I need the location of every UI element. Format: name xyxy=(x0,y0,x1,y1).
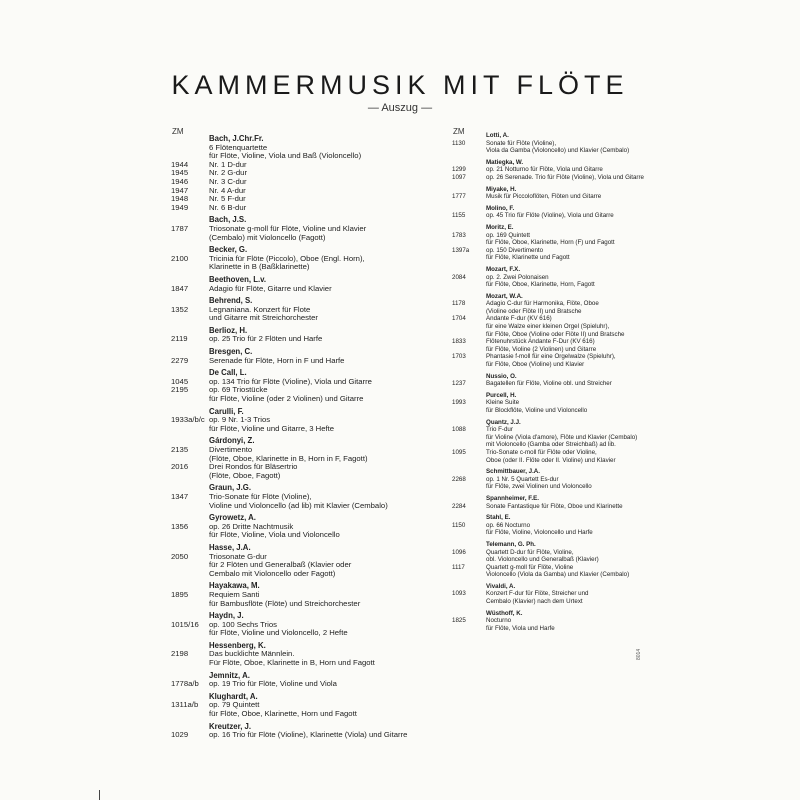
work-title: Requiem Santi xyxy=(209,589,260,599)
work-title: Serenade für Flöte, Horn in F und Harfe xyxy=(209,355,345,365)
work-line xyxy=(452,503,682,511)
catalog-entry xyxy=(171,581,441,608)
work-title: (Flöte, Oboe, Klarinette in B, Horn in F, Fagott) xyxy=(209,453,368,463)
work-title: für Flöte, Klarinette und Fagott xyxy=(486,254,570,262)
work-title: op. 16 Trio für Flöte (Violine), Klarinette (Viola) und Gitarre xyxy=(209,730,408,740)
catalog-column-left xyxy=(171,134,441,740)
zm-number: 1178 xyxy=(452,300,466,308)
catalog-entry xyxy=(452,132,682,155)
work-title: für 2 Flöten und Generalbaß (Klavier oder xyxy=(209,560,352,570)
zm-number: 2016 xyxy=(171,462,189,472)
work-title: Tricinia für Flöte (Piccolo), Oboe (Engl. Horn), xyxy=(209,253,365,263)
catalog-entry xyxy=(452,293,682,369)
work-line xyxy=(171,472,441,481)
work-title: mit Violoncello (Gamba oder Streichbaß) ad lib. xyxy=(486,441,616,449)
work-title: Für Flöte, Oboe, Klarinette in B, Horn und Fagott xyxy=(209,658,375,668)
work-line xyxy=(171,710,441,719)
catalog-entry xyxy=(171,368,441,403)
work-title: op. 79 Quintett xyxy=(209,700,260,710)
work-line xyxy=(452,274,682,282)
catalog-entry xyxy=(171,347,441,365)
work-line xyxy=(171,731,441,740)
catalog-entry xyxy=(452,224,682,262)
work-title: Klarinette in B (Baßklarinette) xyxy=(209,262,310,272)
work-line xyxy=(452,308,682,316)
zm-number: 1155 xyxy=(452,212,466,220)
work-title: Nr. 2 G-dur xyxy=(209,168,248,178)
work-title: Nocturno xyxy=(486,617,512,625)
composer-name: Wüsthoff, K. xyxy=(486,609,523,617)
zm-number: 1311a/b xyxy=(171,700,199,710)
catalog-code: 8014 xyxy=(636,648,642,660)
work-line xyxy=(452,353,682,361)
work-title: op. 150 Divertimento xyxy=(486,246,544,254)
work-line xyxy=(171,680,441,689)
composer-name: Bach, J.Chr.Fr. xyxy=(209,134,264,143)
composer-name: Becker, G. xyxy=(209,245,248,255)
catalog-entry xyxy=(452,495,682,510)
zm-number: 1895 xyxy=(171,589,189,599)
work-title: op. 26 Dritte Nachtmusik xyxy=(209,521,294,531)
work-title: und Gitarre mit Streichorchester xyxy=(209,313,318,323)
work-line xyxy=(452,426,682,434)
zm-number: 1029 xyxy=(171,730,189,740)
zm-number: 1397a xyxy=(452,246,470,254)
work-line xyxy=(452,323,682,331)
work-line xyxy=(171,395,441,404)
work-title: Cembalo (Klavier) nach dem Urtext xyxy=(486,598,583,606)
zm-number: 1356 xyxy=(171,521,189,531)
work-line xyxy=(452,483,682,491)
catalog-entry xyxy=(452,468,682,491)
zm-number: 1130 xyxy=(452,139,466,147)
work-title: für Flöte, Oboe, Klarinette, Horn, Fagott xyxy=(486,281,595,289)
work-title: Phantasie f-moll für eine Orgelwalze (Spieluhr), xyxy=(486,353,616,361)
composer-name: Beethoven, L.v. xyxy=(209,274,267,284)
work-title: Andante F-dur (KV 616) xyxy=(486,315,552,323)
work-title: für Flöte, Violine, Viola und Baß (Violoncello) xyxy=(209,151,362,161)
work-title: Trio F-dur xyxy=(486,426,513,434)
work-line xyxy=(452,617,682,625)
work-title: 6 Flötenquartette xyxy=(209,142,268,152)
zm-number: 1095 xyxy=(452,448,466,456)
zm-column-header-left: ZM xyxy=(172,127,184,136)
work-line xyxy=(452,174,682,182)
composer-name: Hasse, J.A. xyxy=(209,542,251,552)
work-line xyxy=(452,399,682,407)
work-line xyxy=(452,380,682,388)
work-line xyxy=(452,254,682,262)
work-line xyxy=(171,234,441,243)
work-line xyxy=(452,564,682,572)
work-title: Adagio für Flöte, Gitarre und Klavier xyxy=(209,283,332,293)
work-line xyxy=(452,476,682,484)
work-title: op. 100 Sechs Trios xyxy=(209,619,277,629)
composer-name: Haydn, J. xyxy=(209,611,244,621)
work-line xyxy=(171,629,441,638)
catalog-entry xyxy=(171,245,441,272)
catalog-entry xyxy=(171,436,441,480)
catalog-entry xyxy=(171,215,441,242)
catalog-entry xyxy=(171,671,441,689)
zm-number: 1299 xyxy=(452,166,466,174)
composer-name: Berlioz, H. xyxy=(209,325,248,335)
composer-name: Hessenberg, K. xyxy=(209,640,266,650)
work-line xyxy=(452,407,682,415)
work-line xyxy=(452,247,682,255)
composer-name: Behrend, S. xyxy=(209,296,253,306)
catalog-entry xyxy=(452,266,682,289)
work-title: für Blockflöte, Violine und Violoncello xyxy=(486,407,588,414)
composer-name: Miyake, H. xyxy=(486,185,517,193)
page-subtitle: — Auszug — xyxy=(367,102,433,114)
zm-number: 2198 xyxy=(171,649,189,659)
zm-number: 2279 xyxy=(171,355,189,365)
work-title: Triosonate g-moll für Flöte, Violine und Klavier xyxy=(209,223,367,233)
work-line xyxy=(452,338,682,346)
work-title: (Cembalo) mit Violoncello (Fagott) xyxy=(209,232,326,242)
zm-number: 1825 xyxy=(452,617,466,625)
work-line xyxy=(171,204,441,213)
work-title: op. 19 Trio für Flöte, Violine und Viola xyxy=(209,679,337,689)
work-title: für Flöte, Oboe, Klarinette, Horn (F) und Fagott xyxy=(486,239,615,247)
zm-number: 1993 xyxy=(452,399,466,407)
work-title: für Flöte, Oboe (Violine oder Flöte II) und Bratsche xyxy=(486,330,625,338)
work-title: Nr. 3 C-dur xyxy=(209,176,247,186)
work-line xyxy=(171,357,441,366)
work-title: op. 9 Nr. 1-3 Trios xyxy=(209,415,271,425)
work-title: Violoncello (Viola da Gamba) und Klavier (Cembalo) xyxy=(486,571,630,579)
composer-name: Gárdonyi, Z. xyxy=(209,436,255,446)
zm-number: 1237 xyxy=(452,380,466,388)
work-title: Sonate für Flöte (Violine), xyxy=(486,139,557,147)
work-line xyxy=(452,140,682,148)
composer-name: Moritz, E. xyxy=(486,223,514,231)
work-title: Nr. 5 F-dur xyxy=(209,194,246,204)
composer-name: Bresgen, C. xyxy=(209,347,253,357)
zm-number: 1949 xyxy=(171,202,189,212)
composer-name: Mozart, W.A. xyxy=(486,292,523,300)
composer-name: Molino, F. xyxy=(486,204,515,212)
work-title: (Flöte, Oboe, Fagott) xyxy=(209,470,281,480)
zm-number: 1088 xyxy=(452,426,466,434)
composer-name: Kreutzer, J. xyxy=(209,721,252,731)
work-line xyxy=(171,425,441,434)
work-title: für Flöte, Violine und Gitarre, 3 Hefte xyxy=(209,423,335,433)
work-line xyxy=(452,346,682,354)
work-title: Trio-Sonate c-moll für Flöte oder Violine, xyxy=(486,448,597,456)
work-line xyxy=(452,331,682,339)
catalog-entry xyxy=(452,159,682,182)
work-line xyxy=(452,625,682,633)
work-line xyxy=(452,441,682,449)
zm-number: 1847 xyxy=(171,283,189,293)
work-title: op. 69 Triostücke xyxy=(209,385,268,395)
zm-number: 1933a/b/c xyxy=(171,415,205,425)
catalog-entry xyxy=(452,583,682,606)
catalog-entry xyxy=(171,611,441,638)
work-line xyxy=(452,232,682,240)
composer-name: Matiegka, W. xyxy=(486,158,524,166)
zm-number: 2284 xyxy=(452,502,466,510)
work-title: Das bucklichte Männlein. xyxy=(209,649,295,659)
zm-number: 1117 xyxy=(452,563,465,571)
work-title: Divertimento xyxy=(209,445,253,454)
work-line xyxy=(452,529,682,537)
zm-number: 1045 xyxy=(171,376,189,386)
work-title: für Flöte, Violine, Violoncello und Harfe xyxy=(486,529,593,537)
composer-name: Bach, J.S. xyxy=(209,215,247,225)
work-title: Flötenuhrstück Andante F-Dur (KV 616) xyxy=(486,338,595,346)
work-title: op. 21 Notturno für Flöte, Viola und Gitarre xyxy=(486,166,603,174)
composer-name: Hayakawa, M. xyxy=(209,581,260,591)
catalog-entry xyxy=(171,326,441,344)
work-title: Quartett D-dur für Flöte, Violine, xyxy=(486,548,574,556)
work-line xyxy=(452,590,682,598)
work-title: op. 66 Nocturno xyxy=(486,521,531,529)
work-line xyxy=(452,457,682,465)
catalog-entry xyxy=(452,419,682,465)
work-title: Musik für Piccoloflöten, Flöten und Gitarre xyxy=(486,193,602,201)
work-line xyxy=(171,263,441,272)
work-title: op. 26 Serenade. Trio für Flöte (Violine), Viola und Gitarre xyxy=(486,173,644,181)
zm-number: 1093 xyxy=(452,590,466,598)
work-line xyxy=(171,600,441,609)
work-title: Quartett g-moll für Flöte, Violine xyxy=(486,563,574,571)
composer-name: Stahl, E. xyxy=(486,514,511,522)
work-title: Konzert F-dur für Flöte, Streicher und xyxy=(486,590,589,598)
work-title: op. 45 Trio für Flöte (Violine), Viola und Gitarre xyxy=(486,212,614,220)
work-title: für Flöte, Oboe (Violine) und Klavier xyxy=(486,361,585,369)
catalog-entry xyxy=(171,296,441,323)
catalog-entry xyxy=(452,186,682,201)
work-line xyxy=(171,314,441,323)
work-title: Triosonate G-dur xyxy=(209,551,267,561)
work-line xyxy=(452,315,682,323)
work-line xyxy=(171,531,441,540)
catalog-entry xyxy=(171,722,441,740)
zm-number: 1096 xyxy=(452,548,466,556)
zm-number: 2268 xyxy=(452,475,466,483)
work-title: für Flöte, Violine (oder 2 Violinen) und Gitarre xyxy=(209,394,364,404)
zm-number: 1347 xyxy=(171,491,189,501)
zm-number: 1947 xyxy=(171,185,189,195)
zm-number: 1783 xyxy=(452,231,466,239)
catalog-entry xyxy=(171,692,441,719)
work-line xyxy=(452,212,682,220)
zm-number: 1150 xyxy=(452,521,466,529)
work-title: Kleine Suite xyxy=(486,399,520,407)
work-title: obl. Violoncello und Generalbaß (Klavier) xyxy=(486,556,599,564)
zm-number: 2135 xyxy=(171,445,189,454)
work-title: Cembalo mit Violoncello oder Fagott) xyxy=(209,568,336,578)
zm-number: 1703 xyxy=(452,353,466,361)
composer-name: Carulli, F. xyxy=(209,406,244,416)
work-title: für Flöte, Violine, Viola und Violoncello xyxy=(209,530,340,540)
work-line xyxy=(171,502,441,511)
zm-number: 2119 xyxy=(171,334,188,344)
work-title: op. 1 Nr. 5 Quartett Es-dur xyxy=(486,475,559,483)
work-title: (Violine oder Flöte II) und Bratsche xyxy=(486,307,582,315)
work-title: für Flöte, Violine und Violoncello, 2 Hefte xyxy=(209,628,348,638)
catalog-entry xyxy=(171,407,441,434)
work-title: Oboe (oder II. Flöte oder II. Violine) und Klavier xyxy=(486,456,616,464)
composer-name: Graun, J.G. xyxy=(209,483,252,493)
work-line xyxy=(452,281,682,289)
composer-name: Telemann, G. Ph. xyxy=(486,540,536,548)
zm-number: 1097 xyxy=(452,173,466,181)
work-line xyxy=(171,659,441,668)
page-title: KAMMERMUSIK MIT FLÖTE xyxy=(171,70,629,100)
work-title: op. 169 Quintett xyxy=(486,231,531,239)
catalog-entry xyxy=(452,373,682,388)
zm-number: 1777 xyxy=(452,193,466,201)
work-title: op. 134 Trio für Flöte (Violine), Viola und Gitarre xyxy=(209,376,372,386)
work-title: Nr. 4 A-dur xyxy=(209,185,246,195)
composer-name: De Call, L. xyxy=(209,368,247,378)
work-title: Nr. 1 D-dur xyxy=(209,159,247,169)
zm-number: 1352 xyxy=(171,304,189,314)
work-line xyxy=(171,570,441,579)
work-title: für Flöte, zwei Violinen und Violoncello xyxy=(486,483,592,491)
work-line xyxy=(171,285,441,294)
composer-name: Nussio, O. xyxy=(486,372,517,380)
work-title: für Flöte, Violine (2 Violinen) und Gitarre xyxy=(486,345,597,353)
work-title: Nr. 6 B-dur xyxy=(209,202,247,212)
work-line xyxy=(452,556,682,564)
edge-mark xyxy=(99,790,100,800)
catalog-entry xyxy=(171,134,441,212)
work-line xyxy=(452,571,682,579)
work-line xyxy=(452,361,682,369)
catalog-entry xyxy=(171,275,441,293)
zm-number: 2195 xyxy=(171,385,189,395)
work-title: Trio-Sonate für Flöte (Violine), xyxy=(209,491,312,501)
work-line xyxy=(452,239,682,247)
work-title: Adagio C-dur für Harmonika, Flöte, Oboe xyxy=(486,300,599,308)
work-line xyxy=(171,335,441,344)
work-line xyxy=(452,193,682,201)
composer-name: Mozart, F.X. xyxy=(486,265,521,273)
zm-number: 1946 xyxy=(171,176,189,186)
zm-number: 1944 xyxy=(171,159,189,169)
work-title: Drei Rondos für Bläsertrio xyxy=(209,462,298,472)
zm-column-header-right: ZM xyxy=(453,127,465,136)
zm-number: 1778a/b xyxy=(171,679,199,689)
composer-name: Purcell, H. xyxy=(486,391,517,399)
work-title: Violine und Violoncello (ad lib) mit Klavier (Cembalo) xyxy=(209,500,388,510)
work-title: Legnaniana. Konzert für Flote xyxy=(209,304,311,314)
work-line xyxy=(452,300,682,308)
composer-name: Jemnitz, A. xyxy=(209,670,250,680)
zm-number: 1704 xyxy=(452,315,466,323)
catalog-entry xyxy=(452,205,682,220)
work-title: für eine Walze einer kleinen Orgel (Spieluhr), xyxy=(486,323,610,331)
catalog-entry xyxy=(171,641,441,668)
work-title: für Violine (Viola d'amore), Flöte und Klavier (Cembalo) xyxy=(486,433,638,441)
catalog-entry xyxy=(171,513,441,540)
zm-number: 1833 xyxy=(452,338,466,346)
zm-number: 2084 xyxy=(452,273,466,281)
composer-name: Quantz, J.J. xyxy=(486,418,521,426)
work-line xyxy=(452,598,682,606)
work-line xyxy=(452,434,682,442)
work-line xyxy=(452,147,682,155)
zm-number: 1948 xyxy=(171,194,189,204)
work-line xyxy=(452,166,682,174)
composer-name: Lotti, A. xyxy=(486,132,509,139)
work-line xyxy=(452,449,682,457)
catalog-entry xyxy=(171,483,441,510)
work-title: op. 2. Zwei Polonaisen xyxy=(486,273,549,281)
work-line xyxy=(452,549,682,557)
work-line xyxy=(452,522,682,530)
work-title: für Flöte, Oboe, Klarinette, Horn und Fagott xyxy=(209,709,357,719)
composer-name: Spannheimer, F.E. xyxy=(486,494,539,502)
work-title: Viola da Gamba (Violoncello) und Klavier (Cembalo) xyxy=(486,147,630,155)
catalog-entry xyxy=(452,610,682,633)
work-title: Bagatellen für Flöte, Violine obl. und Streicher xyxy=(486,380,612,388)
catalog-column-right xyxy=(452,132,682,632)
composer-name: Schmittbauer, J.A. xyxy=(486,468,540,476)
catalog-entry xyxy=(452,514,682,537)
work-title: op. 25 Trio für 2 Flöten und Harfe xyxy=(209,334,323,344)
composer-name: Klughardt, A. xyxy=(209,691,258,701)
work-title: für Bambusflöte (Flöte) und Streichorchester xyxy=(209,598,361,608)
zm-number: 1015/16 xyxy=(171,619,199,629)
composer-name: Vivaldi, A. xyxy=(486,582,516,590)
zm-number: 2100 xyxy=(171,253,189,263)
catalog-entry xyxy=(171,543,441,578)
catalog-entry xyxy=(452,392,682,415)
catalog-entry xyxy=(452,541,682,579)
work-title: Sonate Fantastique für Flöte, Oboe und Klarinette xyxy=(486,502,623,510)
work-title: für Flöte, Viola und Harfe xyxy=(486,624,555,632)
zm-number: 2050 xyxy=(171,551,189,561)
zm-number: 1945 xyxy=(171,168,189,178)
composer-name: Gyrowetz, A. xyxy=(209,513,256,523)
zm-number: 1787 xyxy=(171,223,189,233)
